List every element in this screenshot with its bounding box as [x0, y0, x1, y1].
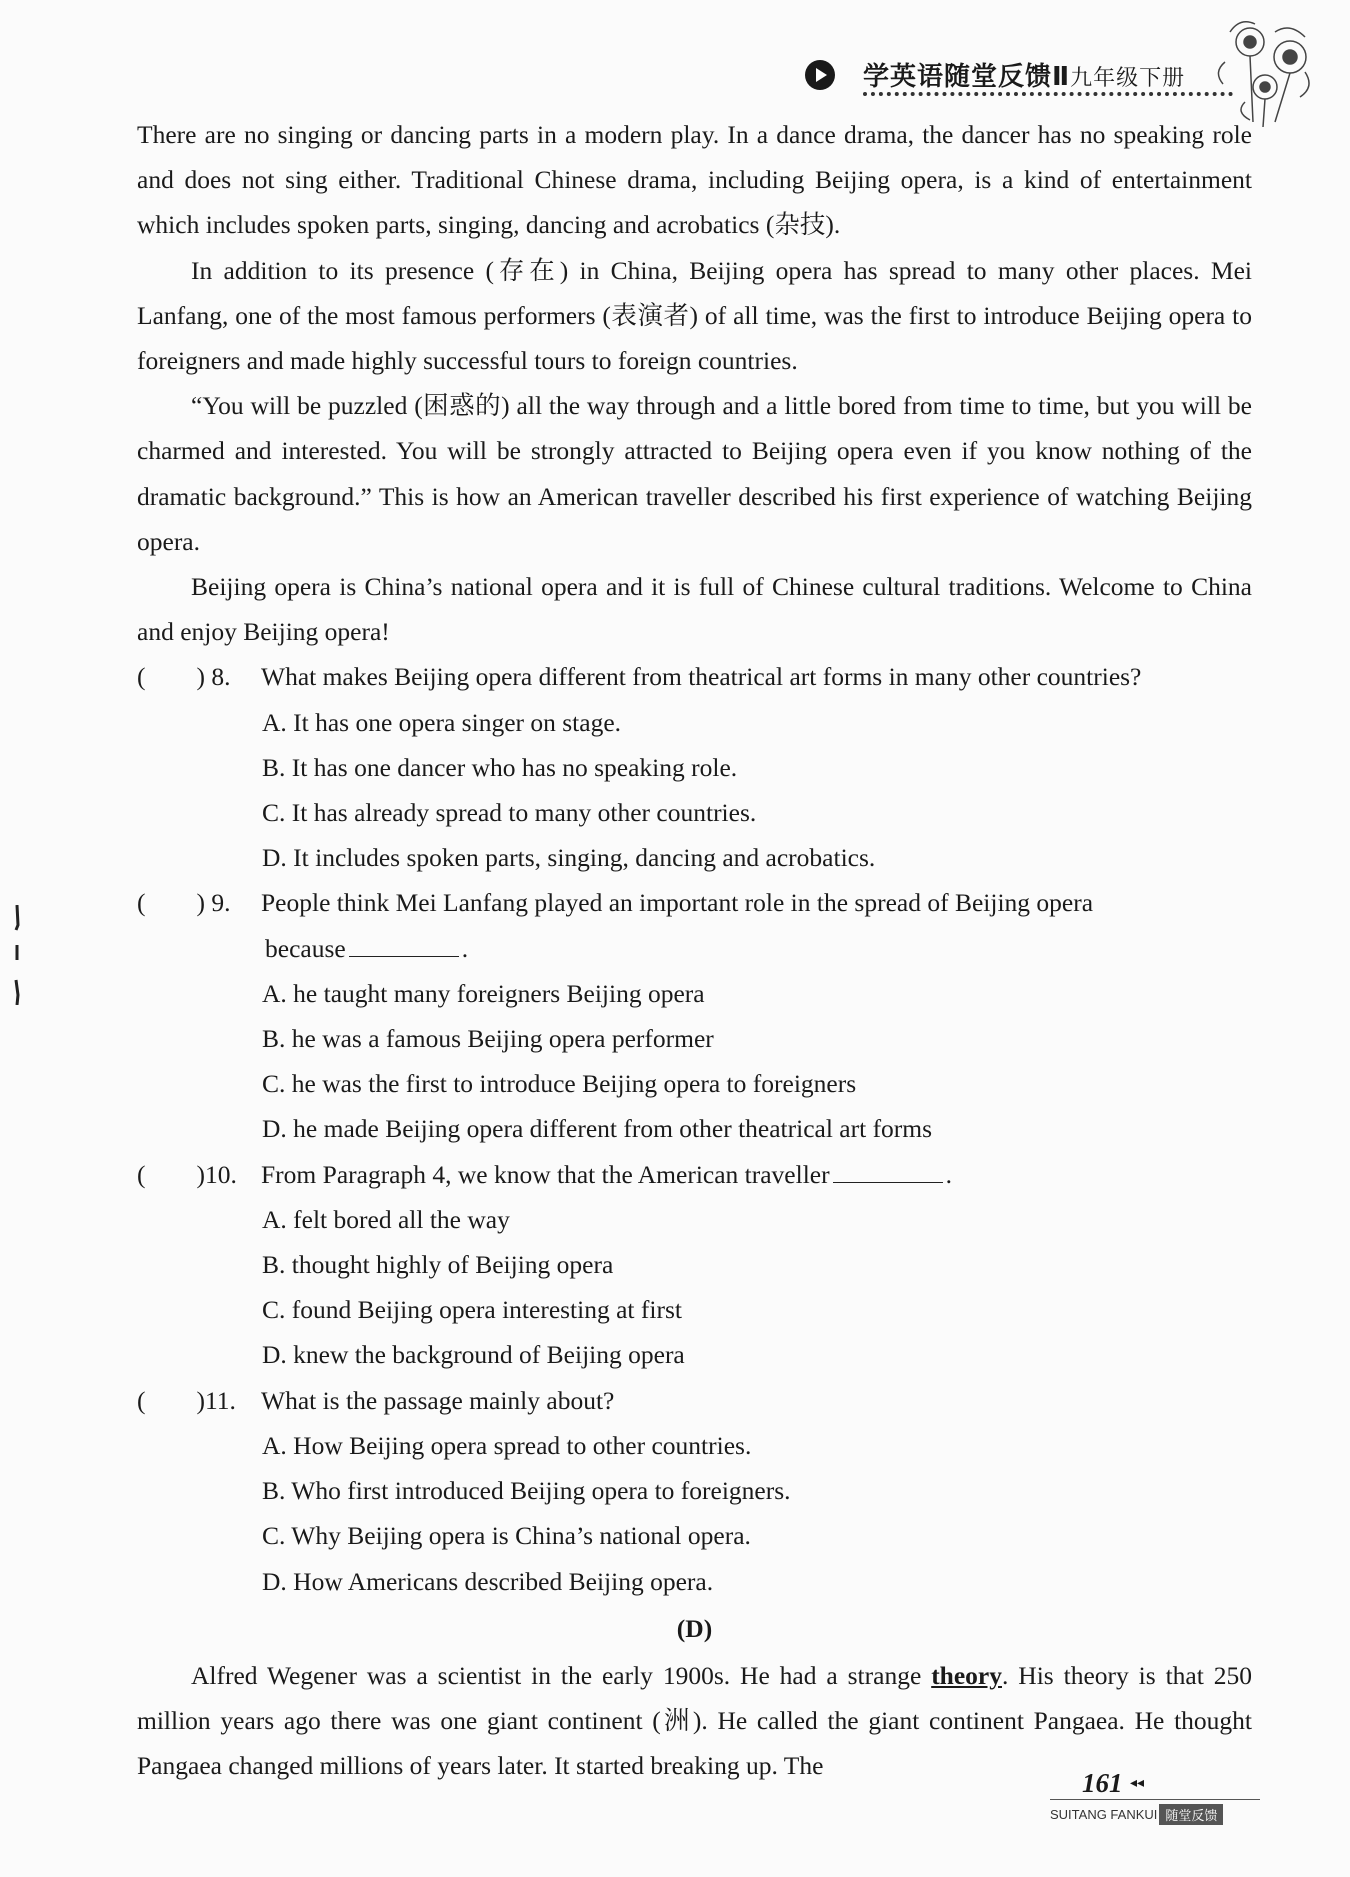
footer-brand	[1050, 1804, 1223, 1825]
footer-brand-latin: SUITANG FANKUI	[1050, 1807, 1158, 1822]
question-number: 9.	[211, 888, 231, 918]
passage-c-paragraph-1: There are no singing or dancing parts in a modern play. In a dance drama, the dancer has no speaking role and does not sing either. Traditional Chinese drama, including Beijing opera, is a kind of entertainment which includes spoken parts, singing, dancing and acrobatics (杂技).	[137, 120, 1252, 240]
option-a: A. It has one opera singer on stage.	[262, 707, 622, 737]
option-c: C. found Beijing opera interesting at first	[262, 1295, 682, 1325]
option-b: B. he was a famous Beijing opera performer	[262, 1024, 714, 1054]
arrow-left-icon: ◂◂	[1130, 1775, 1145, 1791]
page-header	[805, 44, 1245, 104]
question-11	[137, 1378, 1252, 1604]
option-b: B. It has one dancer who has no speaking role.	[262, 752, 738, 782]
option-a: A. felt bored all the way	[262, 1204, 510, 1234]
option-a: A. How Beijing opera spread to other countries.	[262, 1430, 752, 1460]
option-c: C. Why Beijing opera is China’s national opera.	[262, 1521, 751, 1551]
page-content	[137, 112, 1252, 1789]
option-b: B. Who first introduced Beijing opera to foreigners.	[262, 1476, 791, 1506]
question-number: 8.	[211, 662, 231, 692]
question-stem: People think Mei Lanfang played an important role in the spread of Beijing opera	[261, 888, 1094, 918]
passage-c-paragraph-2: In addition to its presence (存在) in China, Beijing opera has spread to many other places. Mei Lanfang, one of the most famous performers (表演者) of all time, was the first to introduce Beijing opera to foreigners and made highly successful tours to foreign countries.	[137, 255, 1252, 376]
passage-c-paragraph-4: Beijing opera is China’s national opera and it is full of Chinese cultural traditions. Welcome to China and enjoy Beijing opera!	[137, 572, 1252, 647]
option-d: D. knew the background of Beijing opera	[262, 1340, 685, 1370]
play-icon	[805, 60, 835, 90]
page-number: 161	[1082, 1768, 1123, 1798]
answer-bracket[interactable]: ( ) 9.	[137, 888, 231, 918]
question-number: 11.	[204, 1385, 236, 1415]
option-d: D. It includes spoken parts, singing, dancing and acrobatics.	[262, 843, 876, 873]
answer-blank[interactable]	[349, 933, 459, 957]
question-stem: What is the passage mainly about?	[261, 1385, 615, 1415]
option-d: D. How Americans described Beijing opera.	[262, 1566, 714, 1596]
option-b: B. thought highly of Beijing opera	[262, 1250, 614, 1280]
question-number: 10.	[204, 1159, 237, 1189]
question-stem: From Paragraph 4, we know that the American traveller .	[261, 1159, 952, 1189]
book-title-main: 学英语随堂反馈Ⅱ	[863, 62, 1071, 92]
option-a: A. he taught many foreigners Beijing opera	[262, 978, 705, 1008]
answer-blank[interactable]	[833, 1159, 943, 1183]
keyword-theory: theory	[931, 1660, 1002, 1690]
margin-binding-mark	[12, 905, 22, 1005]
footer-brand-chinese: 随堂反馈	[1159, 1804, 1223, 1825]
book-title	[863, 56, 1185, 93]
answer-bracket[interactable]: ( )10.	[137, 1159, 237, 1189]
header-dotted-divider	[863, 92, 1233, 96]
option-c: C. he was the first to introduce Beijing opera to foreigners	[262, 1069, 857, 1099]
passage-c-paragraph-3: “You will be puzzled (困惑的) all the way through and a little bored from time to time, but you will be charmed and interested. You will be strongly attracted to Beijing opera even if you know nothing of the dramatic background.” This is how an American traveller described his first experience of watching Beijing opera.	[137, 391, 1252, 556]
answer-bracket[interactable]: ( )11.	[137, 1385, 236, 1415]
question-stem: What makes Beijing opera different from theatrical art forms in many other countries?	[261, 662, 1142, 692]
question-8	[137, 654, 1252, 880]
question-10	[137, 1152, 1252, 1378]
passage-d-paragraph-1: Alfred Wegener was a scientist in the early 1900s. He had a strange theory. His theory is that 250 million years ago there was one giant continent (洲). He called the giant continent Pangaea. He thought Pangaea changed millions of years later. It started breaking up. The	[137, 1660, 1252, 1781]
answer-bracket[interactable]: ( ) 8.	[137, 662, 231, 692]
footer-divider	[1050, 1799, 1260, 1800]
section-label-d: (D)	[676, 1613, 713, 1643]
question-9	[137, 880, 1252, 1151]
question-stem-continued: because .	[265, 933, 469, 963]
option-d: D. he made Beijing opera different from other theatrical art forms	[262, 1114, 933, 1144]
option-c: C. It has already spread to many other countries.	[262, 798, 757, 828]
book-grade: 九年级下册	[1070, 66, 1186, 91]
